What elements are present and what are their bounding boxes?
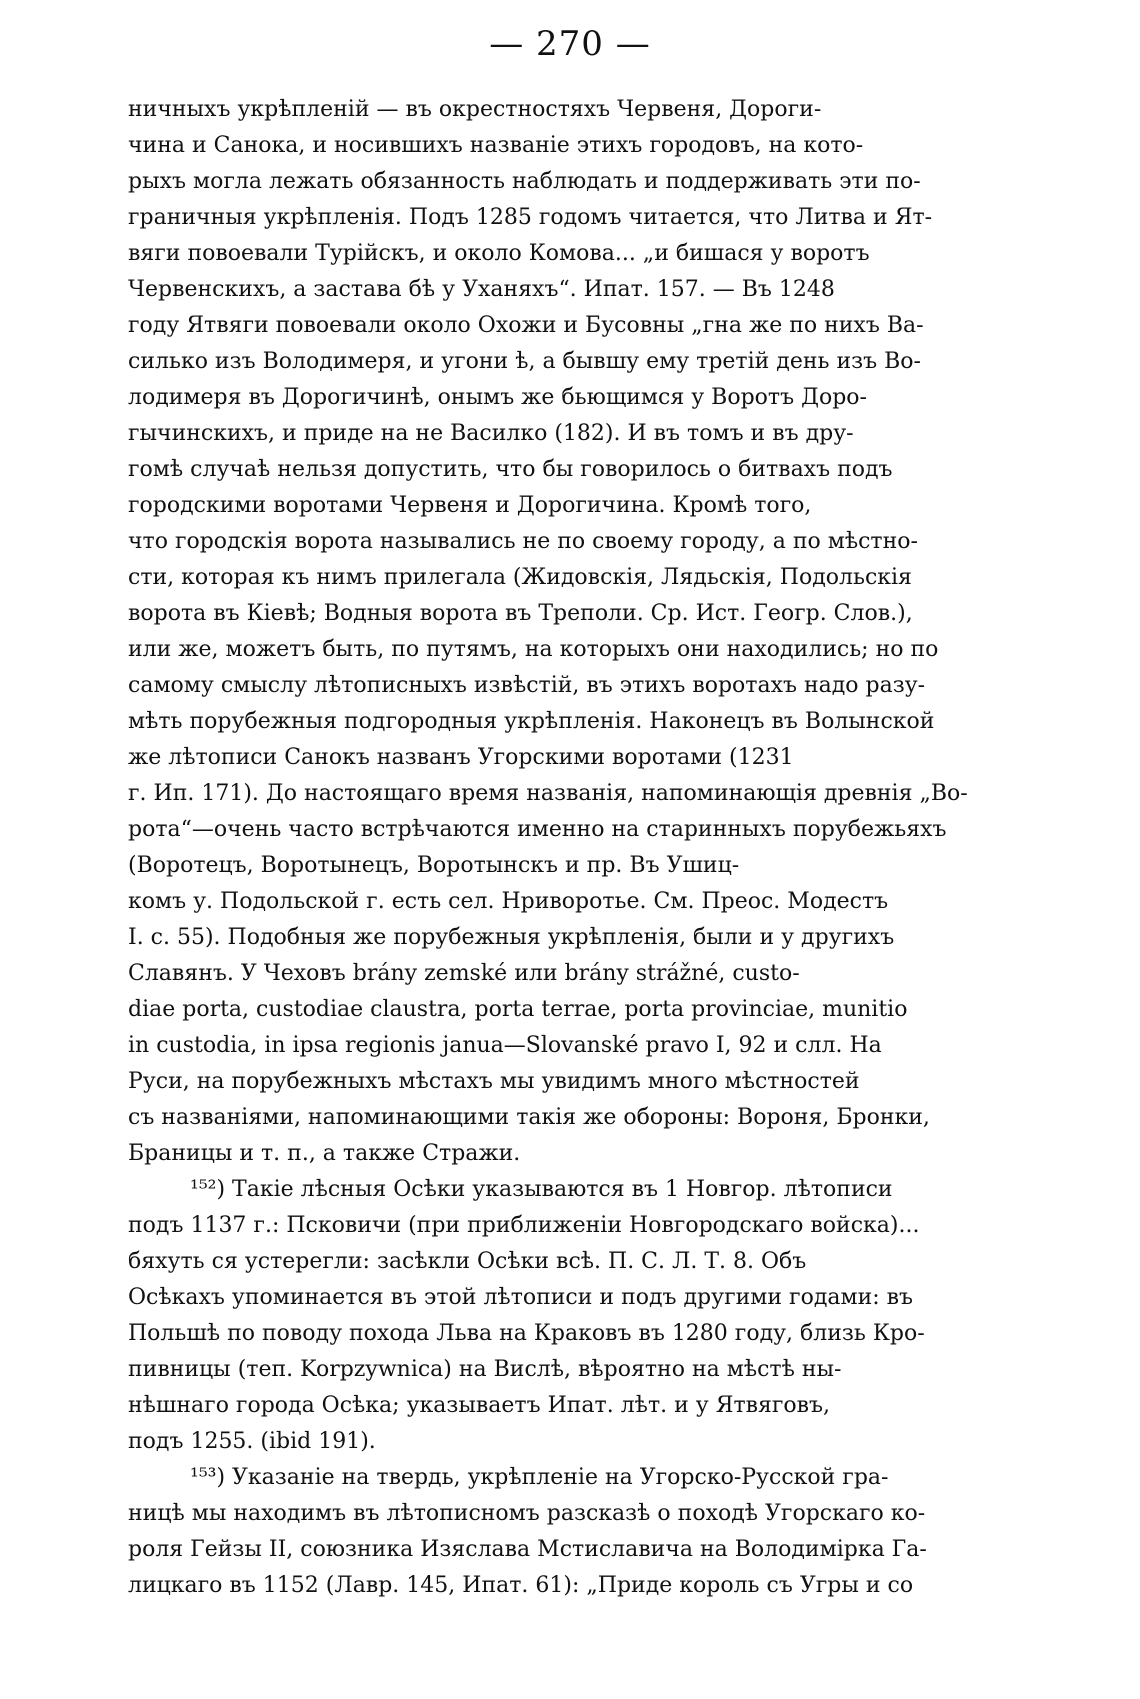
text-line: комъ у. Подольской г. есть сел. Нриворотье. См. Преос. Модестъ	[128, 889, 889, 914]
main-paragraph	[128, 92, 1018, 1172]
text-line: нѣшнаго города Осѣка; указываетъ Ипат. лѣт. и у Ятвяговъ,	[128, 1393, 831, 1418]
text-line: пивницы (теп. Korpzywnica) на Вислѣ, вѣроятно на мѣстѣ ны-	[128, 1357, 842, 1382]
text-line: ничныхъ укрѣпленій — въ окрестностяхъ Червеня, Дороги-	[128, 97, 822, 122]
body-text	[128, 92, 1018, 1604]
text-line: самому смыслу лѣтописныхъ извѣстій, въ этихъ воротахъ надо разу-	[128, 673, 926, 698]
text-line: Осѣкахъ упоминается въ этой лѣтописи и подъ другими годами: въ	[128, 1285, 914, 1310]
text-line: силько изъ Володимеря, и угони ѣ, а бывшу ему третій день изъ Во-	[128, 349, 921, 374]
text-line: рыхъ могла лежать обязанность наблюдать и поддерживать эти по-	[128, 169, 921, 194]
text-line: сти, которая къ нимъ прилегала (Жидовскія, Лядьскія, Подольскія	[128, 565, 912, 590]
footnote-paragraph	[128, 1172, 1018, 1460]
text-line: г. Ип. 171). До настоящаго время названія, напоминающія древнія „Во-	[128, 781, 968, 806]
text-line: лицкаго въ 1152 (Лавр. 145, Ипат. 61): „Приде король съ Угры и со	[128, 1573, 914, 1598]
text-line: I. с. 55). Подобныя же порубежныя укрѣпленія, были и у другихъ	[128, 925, 895, 950]
text-line: съ названіями, напоминающими такія же обороны: Вороня, Бронки,	[128, 1105, 930, 1130]
text-line: гомѣ случаѣ нельзя допустить, что бы говорилось о битвахъ подъ	[128, 457, 893, 482]
text-line: городскими воротами Червеня и Дорогичина. Кромѣ того,	[128, 493, 812, 518]
text-line: что городскія ворота назывались не по своему городу, а по мѣстно-	[128, 529, 918, 554]
text-line: Руси, на порубежныхъ мѣстахъ мы увидимъ много мѣстностей	[128, 1069, 860, 1094]
text-line: чина и Санока, и носившихъ названіе этихъ городовъ, на кото-	[128, 133, 864, 158]
text-line: ¹⁵³) Указаніе на твердь, укрѣпленіе на Угорско-Русской гра-	[190, 1465, 889, 1490]
text-line: ворота въ Кіевѣ; Водныя ворота въ Треполи. Ср. Ист. Геогр. Слов.),	[128, 601, 913, 626]
text-line: diae porta, custodiae claustra, porta terrae, porta provinciae, munitio	[128, 997, 908, 1022]
text-line: году Ятвяги повоевали около Охожи и Бусовны „гна же по нихъ Ва-	[128, 313, 924, 338]
text-line: Польшѣ по поводу похода Льва на Краковъ въ 1280 году, близь Кро-	[128, 1321, 925, 1346]
text-line: ¹⁵²) Такіе лѣсныя Осѣки указываются въ 1 Новгор. лѣтописи	[190, 1177, 893, 1202]
text-line: (Воротецъ, Воротынецъ, Воротынскъ и пр. Въ Ушиц-	[128, 853, 740, 878]
text-line: граничныя укрѣпленія. Подъ 1285 годомъ читается, что Литва и Ят-	[128, 205, 933, 230]
text-line: или же, можетъ быть, по путямъ, на которыхъ они находились; но по	[128, 637, 939, 662]
text-line: рота“—очень часто встрѣчаются именно на старинныхъ порубежьяхъ	[128, 817, 947, 842]
text-line: мѣть порубежныя подгородныя укрѣпленія. Наконецъ въ Волынской	[128, 709, 935, 734]
text-line: ницѣ мы находимъ въ лѣтописномъ разсказѣ о походѣ Угорскаго ко-	[128, 1501, 926, 1526]
text-line: подъ 1255. (ibid 191).	[128, 1429, 376, 1454]
text-line: in custodia, in ipsa regionis janua—Slovanské pravo I, 92 и слл. На	[128, 1033, 882, 1058]
text-line: Червенскихъ, а застава бѣ у Уханяхъ“. Ипат. 157. — Въ 1248	[128, 277, 835, 302]
page-number: — 270 —	[489, 24, 651, 64]
text-line: же лѣтописи Санокъ названъ Угорскими воротами (1231	[128, 745, 794, 770]
text-line: Браницы и т. п., а также Стражи.	[128, 1141, 521, 1166]
text-line: вяги повоевали Турійскъ, и около Комова... „и бишася у воротъ	[128, 241, 870, 266]
text-line: подъ 1137 г.: Псковичи (при приближеніи Новгородскаго войска)...	[128, 1213, 920, 1238]
text-line: Славянъ. У Чеховъ brány zemské или brány strážné, custo-	[128, 961, 800, 986]
text-line: гычинскихъ, и приде на не Василко (182). И въ томъ и въ дру-	[128, 421, 854, 446]
footnote-paragraph	[128, 1460, 1018, 1604]
text-line: бяхуть ся устерегли: засѣкли Осѣки всѣ. П. С. Л. Т. 8. Объ	[128, 1249, 807, 1274]
text-line: лодимеря въ Дорогичинѣ, онымъ же бьющимся у Воротъ Доро-	[128, 385, 867, 410]
text-line: роля Гейзы II, союзника Изяслава Мстиславича на Володимірка Га-	[128, 1537, 927, 1562]
